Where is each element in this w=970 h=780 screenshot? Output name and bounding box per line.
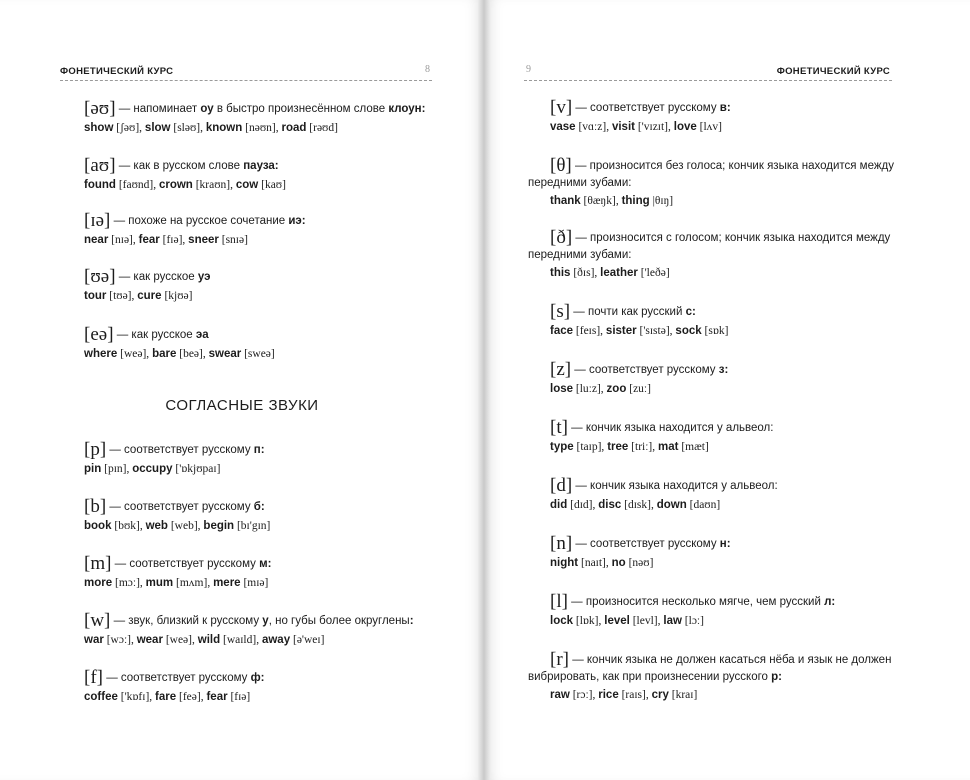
examples: more [mɔː], mum [mʌm], mere [mɪə] bbox=[84, 577, 269, 589]
phonetic-symbol: [əʊ] bbox=[84, 98, 116, 119]
right-page-header bbox=[524, 66, 892, 81]
sound-entry: [r] — кончик языка не должен касаться нёба и язык не должен вибрировать, как при произнесении русского р: raw [rɔː], rice [raɪs], cry [kraɪ] bbox=[528, 649, 892, 701]
sound-entry: [aʊ] — как в русском слове пауза: found [faʊnd], crown [kraʊn], cow [kaʊ] bbox=[84, 155, 286, 191]
sound-entry: [s] — почти как русский с: face [feɪs], sister ['sɪstə], sock [sɒk] bbox=[528, 303, 728, 339]
phonetic-symbol: [ð] bbox=[550, 227, 573, 248]
sound-entry: [z] — соответствует русскому з: lose [luːz], zoo [zuː] bbox=[528, 361, 728, 397]
phonetic-symbol: [t] bbox=[550, 417, 568, 438]
phonetic-symbol: [θ] bbox=[550, 155, 572, 176]
phonetic-symbol: [p] bbox=[84, 439, 107, 460]
examples: pin [pɪn], occupy ['ɒkjʊpaɪ] bbox=[84, 463, 221, 475]
examples: found [faʊnd], crown [kraʊn], cow [kaʊ] bbox=[84, 179, 286, 191]
examples: night [naɪt], no [nəʊ] bbox=[550, 557, 654, 569]
phonetic-symbol: [r] bbox=[550, 649, 569, 670]
phonetic-symbol: [l] bbox=[550, 591, 568, 612]
sound-entry: [ʊə] — как русское уэ tour [tʊə], cure [kjʊə] bbox=[84, 266, 211, 302]
sound-entry: [ð] — произносится с голосом; кончик языка находится между передними зубами: this [ðɪs], leather ['leðə] bbox=[528, 227, 891, 279]
phonetic-symbol: [w] bbox=[84, 610, 111, 631]
examples: thank [θæŋk], thing |θɪŋ] bbox=[550, 195, 674, 207]
sound-entry: [l] — произносится несколько мягче, чем русский л: lock [lɒk], level [levl], law [lɔː] bbox=[528, 593, 835, 629]
page-number: 9 bbox=[526, 64, 531, 75]
running-title: ФОНЕТИЧЕСКИЙ КУРС bbox=[776, 66, 890, 77]
examples: type [taɪp], tree [triː], mat [mæt] bbox=[550, 441, 709, 453]
examples: show [ʃəʊ], slow [sləʊ], known [nəʊn], road [rəʊd] bbox=[84, 122, 338, 134]
phonetic-symbol: [eə] bbox=[84, 324, 114, 345]
examples: did [dɪd], disc [dɪsk], down [daʊn] bbox=[550, 499, 721, 511]
examples: lock [lɒk], level [levl], law [lɔː] bbox=[550, 615, 704, 627]
sound-entry: [f] — соответствует русскому ф: coffee ['kɒfɪ], fare [feə], fear [fɪə] bbox=[84, 667, 265, 703]
examples: raw [rɔː], rice [raɪs], cry [kraɪ] bbox=[550, 689, 698, 701]
phonetic-symbol: [ɪə] bbox=[84, 210, 111, 231]
section-title: СОГЛАСНЫЕ ЗВУКИ bbox=[165, 397, 319, 414]
sound-entry: [əʊ] — напоминает оу в быстро произнесённом слове клоун: show [ʃəʊ], slow [sləʊ], known [nəʊn], road [rəʊd] bbox=[84, 98, 426, 134]
sound-entry: [t] — кончик языка находится у альвеол: type [taɪp], tree [triː], mat [mæt] bbox=[528, 419, 773, 455]
examples: tour [tʊə], cure [kjʊə] bbox=[84, 290, 193, 302]
left-page-header bbox=[60, 66, 432, 81]
running-title: ФОНЕТИЧЕСКИЙ КУРС bbox=[60, 66, 174, 77]
examples: coffee ['kɒfɪ], fare [feə], fear [fɪə] bbox=[84, 691, 251, 703]
phonetic-symbol: [aʊ] bbox=[84, 155, 116, 176]
examples: where [weə], bare [beə], swear [sweə] bbox=[84, 348, 275, 360]
sound-entry: [d] — кончик языка находится у альвеол: did [dɪd], disc [dɪsk], down [daʊn] bbox=[528, 477, 778, 513]
phonetic-symbol: [b] bbox=[84, 496, 107, 517]
book-gutter bbox=[478, 0, 490, 780]
right-page bbox=[484, 0, 970, 780]
phonetic-symbol: [n] bbox=[550, 533, 573, 554]
examples: book [bʊk], web [web], begin [bɪ'gɪn] bbox=[84, 520, 271, 532]
sound-entry: [m] — соответствует русскому м: more [mɔː], mum [mʌm], mere [mɪə] bbox=[84, 553, 272, 589]
phonetic-symbol: [v] bbox=[550, 97, 573, 118]
sound-entry: [n] — соответствует русскому н: night [naɪt], no [nəʊ] bbox=[528, 535, 731, 571]
examples: this [ðɪs], leather ['leðə] bbox=[550, 267, 670, 279]
sound-entry: [p] — соответствует русскому п: pin [pɪn], occupy ['ɒkjʊpaɪ] bbox=[84, 439, 265, 475]
sound-entry: [v] — соответствует русскому в: vase [vɑːz], visit ['vɪzɪt], love [lʌv] bbox=[528, 99, 731, 135]
sound-entry: [w] — звук, близкий к русскому у, но губы более округлены: war [wɔː], wear [weə], wild [waɪld], away [ə'weɪ] bbox=[84, 610, 414, 646]
left-page bbox=[0, 0, 484, 780]
sound-entry: [b] — соответствует русскому б: book [bʊk], web [web], begin [bɪ'gɪn] bbox=[84, 496, 271, 532]
sound-entry: [θ] — произносится без голоса; кончик языка находится между передними зубами: thank [θæŋk], thing |θɪŋ] bbox=[528, 155, 895, 207]
examples: war [wɔː], wear [weə], wild [waɪld], away [ə'weɪ] bbox=[84, 634, 325, 646]
examples: vase [vɑːz], visit ['vɪzɪt], love [lʌv] bbox=[550, 121, 723, 133]
sound-entry: [ɪə] — похоже на русское сочетание иэ: near [nɪə], fear [fɪə], sneer [snɪə] bbox=[84, 210, 306, 246]
sound-entry: [eə] — как русское эа where [weə], bare [beə], swear [sweə] bbox=[84, 324, 275, 360]
phonetic-symbol: [ʊə] bbox=[84, 266, 116, 287]
phonetic-symbol: [z] bbox=[550, 359, 572, 380]
examples: near [nɪə], fear [fɪə], sneer [snɪə] bbox=[84, 234, 248, 246]
phonetic-symbol: [f] bbox=[84, 667, 103, 688]
phonetic-symbol: [d] bbox=[550, 475, 573, 496]
page-number: 8 bbox=[425, 64, 430, 75]
phonetic-symbol: [m] bbox=[84, 553, 112, 574]
phonetic-symbol: [s] bbox=[550, 301, 571, 322]
examples: lose [luːz], zoo [zuː] bbox=[550, 383, 651, 395]
examples: face [feɪs], sister ['sɪstə], sock [sɒk] bbox=[550, 325, 729, 337]
